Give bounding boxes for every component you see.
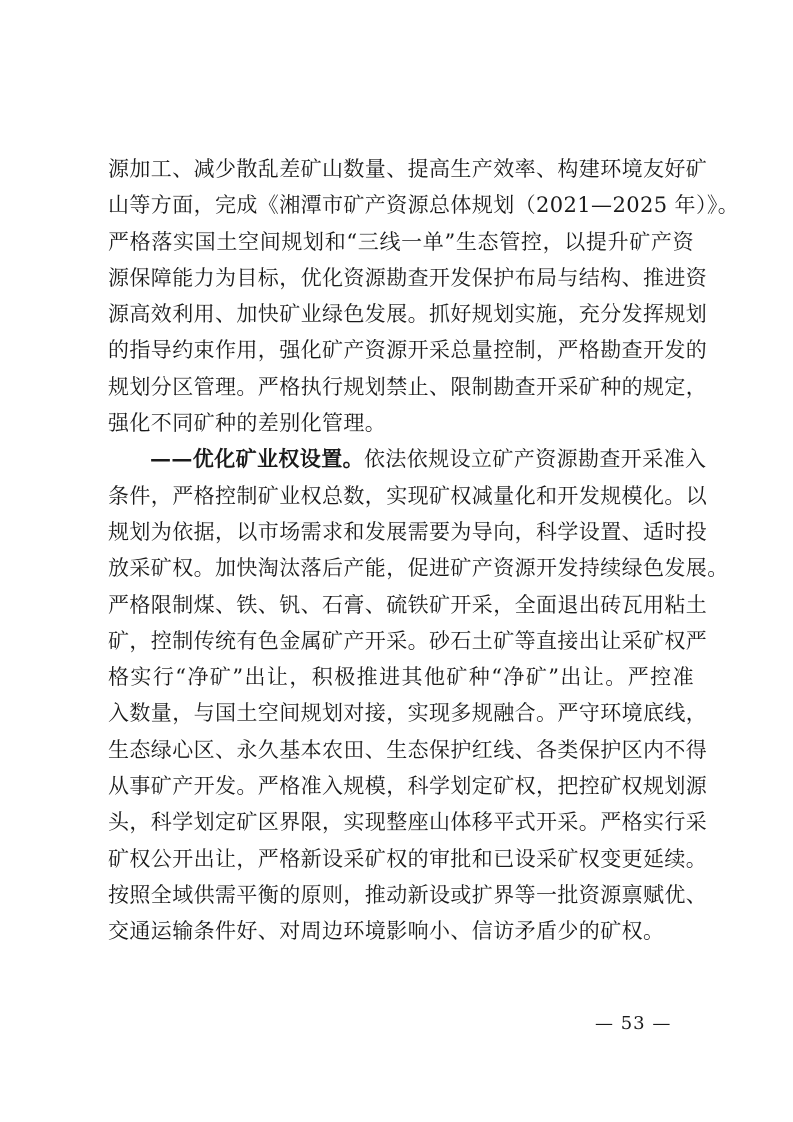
paragraph-2-line: 按照全域供需平衡的原则，推动新设或扩界等一批资源禀赋优、 — [108, 882, 708, 907]
paragraph-2-first-line-text: 依法依规设立矿产资源勘查开采准入 — [364, 447, 707, 472]
paragraph-1-line: 强化不同矿种的差别化管理。 — [108, 411, 387, 436]
paragraph-2-line: 条件，严格控制矿业权总数，实现矿权减量化和开发规模化。以 — [108, 483, 708, 508]
paragraph-1-line: 山等方面，完成《湘潭市矿产资源总体规划（2021—2025 年）》。 — [108, 193, 740, 218]
body-text — [108, 151, 740, 950]
paragraph-2-line: 放采矿权。加快淘汰落后产能，促进矿产资源开发持续绿色发展。 — [108, 556, 729, 581]
paragraph-1-line: 规划分区管理。严格执行规划禁止、限制勘查开采矿种的规定， — [108, 374, 708, 399]
paragraph-2-line: 入数量，与国土空间规划对接，实现多规融合。严守环境底线， — [108, 701, 708, 726]
paragraph-1-line: 的指导约束作用，强化矿产资源开采总量控制，严格勘查开发的 — [108, 338, 708, 363]
paragraph-2-line: 格实行“净矿”出让，积极推进其他矿种“净矿”出让。严控准 — [108, 665, 694, 690]
paragraph-2-line: 规划为依据，以市场需求和发展需要为导向，科学设置、适时投 — [108, 519, 708, 544]
paragraph-2-line: 严格限制煤、铁、钒、石膏、硫铁矿开采，全面退出砖瓦用粘土 — [108, 592, 708, 617]
paragraph-2-line: 矿，控制传统有色金属矿产开采。砂石土矿等直接出让采矿权严 — [108, 628, 708, 653]
paragraph-1-line: 源保障能力为目标，优化资源勘查开发保护布局与结构、推进资 — [108, 265, 708, 290]
paragraph-2-line: 从事矿产开发。严格准入规模，科学划定矿权，把控矿权规划源 — [108, 774, 708, 799]
paragraph-2-line: 交通运输条件好、对周边环境影响小、信访矛盾少的矿权。 — [108, 919, 665, 944]
page-number: — 53 — — [595, 1013, 672, 1034]
paragraph-2-line: 生态绿心区、永久基本农田、生态保护红线、各类保护区内不得 — [108, 737, 708, 762]
section-heading: ——优化矿业权设置。 — [150, 446, 364, 472]
paragraph-1-line: 严格落实国土空间规划和“三线一单”生态管控，以提升矿产资 — [108, 229, 694, 254]
paragraph-2-line: 头，科学划定矿区界限，实现整座山体移平式开采。严格实行采 — [108, 810, 708, 835]
paragraph-1-line: 源高效利用、加快矿业绿色发展。抓好规划实施，充分发挥规划 — [108, 302, 708, 327]
paragraph-1-line: 源加工、减少散乱差矿山数量、提高生产效率、构建环境友好矿 — [108, 157, 708, 181]
paragraph-2-first-line — [108, 441, 707, 477]
paragraph-2-line: 矿权公开出让，严格新设采矿权的审批和已设采矿权变更延续。 — [108, 846, 708, 871]
